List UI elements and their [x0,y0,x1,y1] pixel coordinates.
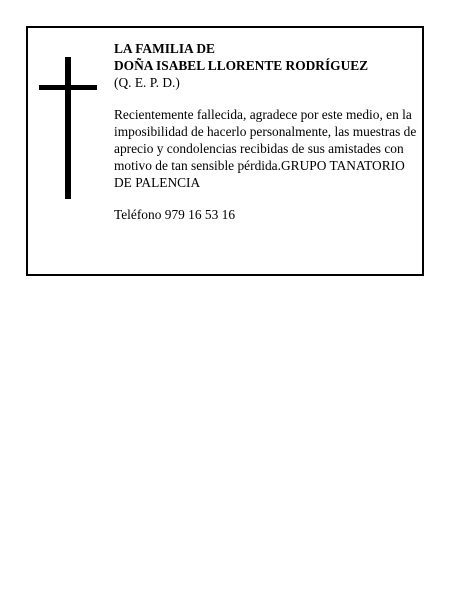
notice-text-block [114,40,424,223]
notice-title-line-1: LA FAMILIA DE [114,41,215,56]
cross-icon [39,57,97,199]
notice-body: Recientemente fallecida, agradece por este medio, en la imposibilidad de hacerlo personalmente, las muestras de aprecio y condolencias recibidas de sus amistades con motivo de tan sensible pérdida.GRUPO TANATORIO DE PALENCIA [114,107,417,190]
notice-title-line-2: DOÑA ISABEL LLORENTE RODRÍGUEZ [114,58,369,73]
qepd-label: (Q. E. P. D.) [114,75,180,90]
phone-number: Teléfono 979 16 53 16 [114,207,236,222]
obituary-notice [26,26,424,276]
cross-horizontal-bar [39,85,97,90]
cross-vertical-bar [65,57,71,199]
